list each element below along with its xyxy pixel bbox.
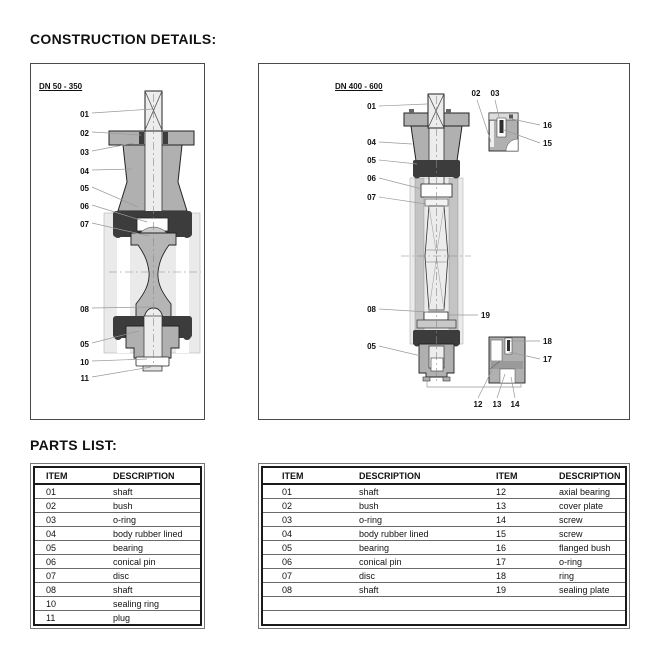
callout-08: 08 <box>367 305 376 314</box>
callout-01: 01 <box>80 110 89 119</box>
sealing-plate-part <box>424 312 448 320</box>
description-cell: body rubber lined <box>352 527 489 541</box>
callout-05b: 05 <box>367 342 376 351</box>
description-cell: plug <box>113 612 131 623</box>
description-cell: shaft <box>352 583 489 597</box>
item-cell: 05 <box>262 541 352 555</box>
sealing-ring-part <box>136 357 169 366</box>
description-cell: sealing ring <box>101 597 201 611</box>
table-row <box>34 484 201 499</box>
callout-13: 13 <box>492 400 502 409</box>
axial-bearing-pocket <box>431 358 443 371</box>
lower-shaft-visible <box>144 316 162 358</box>
item-cell: 01 <box>262 484 352 499</box>
callout-05: 05 <box>367 156 376 165</box>
description-cell: bearing <box>101 541 201 555</box>
header-row <box>34 467 201 484</box>
item-cell: 15 <box>489 527 558 541</box>
description-cell: axial bearing <box>558 484 626 499</box>
callout-14: 14 <box>510 400 520 409</box>
empty-cell <box>262 611 352 626</box>
callout-02: 02 <box>80 129 89 138</box>
callout-15: 15 <box>543 139 552 148</box>
item-cell: 16 <box>489 541 558 555</box>
description-cell: o-ring <box>352 513 489 527</box>
column-header-description: DESCRIPTION <box>352 467 489 484</box>
callout-03: 03 <box>490 89 500 98</box>
table-row <box>34 597 201 611</box>
valve-drawing-dn400-600 <box>259 64 629 419</box>
bush-part <box>139 132 144 144</box>
item-cell: 07 <box>262 569 352 583</box>
column-header-item: ITEM <box>34 467 101 484</box>
parts-table-left-wrapper <box>30 463 205 629</box>
table-row <box>262 569 626 583</box>
table-row <box>262 555 626 569</box>
parts-table-right-wrapper <box>258 463 630 629</box>
description-cell: bearing <box>352 541 489 555</box>
item-cell: 03 <box>262 513 352 527</box>
callout-18: 18 <box>543 337 552 346</box>
description-cell: bush <box>101 499 201 513</box>
item-cell: 13 <box>489 499 558 513</box>
column-header-item: ITEM <box>489 467 558 484</box>
parts-table-right <box>261 466 627 626</box>
table-row <box>34 555 201 569</box>
callout-01: 01 <box>367 102 376 111</box>
table-row <box>34 583 201 597</box>
column-header-item: ITEM <box>262 467 352 484</box>
callout-19: 19 <box>481 311 490 320</box>
valve-drawing-dn50-350 <box>31 64 204 419</box>
callout-07: 07 <box>80 220 89 229</box>
callout-07: 07 <box>367 193 376 202</box>
table-row-empty <box>262 597 626 611</box>
description-cell: disc <box>352 569 489 583</box>
empty-cell <box>262 597 352 611</box>
callout-labels <box>80 110 89 383</box>
callout-02: 02 <box>471 89 481 98</box>
diagram-box-dn400-600 <box>258 63 630 420</box>
callout-08: 08 <box>80 305 89 314</box>
table-row <box>262 541 626 555</box>
description-cell: screw <box>558 513 626 527</box>
table-row <box>262 499 626 513</box>
item-cell: 17 <box>489 555 558 569</box>
description-cell: flanged bush <box>558 541 626 555</box>
o-ring-part <box>163 132 168 144</box>
item-cell: 07 <box>34 569 101 583</box>
description-cell: o-ring <box>558 555 626 569</box>
description-cell: conical pin <box>101 555 201 569</box>
table-row <box>34 541 201 555</box>
callout-16: 16 <box>543 121 552 130</box>
header-row <box>262 467 626 484</box>
description-cell: ring <box>558 569 626 583</box>
callout-17: 17 <box>543 355 552 364</box>
item-cell: 19 <box>489 583 558 597</box>
table-row <box>34 569 201 583</box>
foot-right <box>443 377 450 381</box>
column-header-description: DESCRIPTION <box>558 467 626 484</box>
description-cell: shaft <box>101 484 201 499</box>
item-cell: 04 <box>262 527 352 541</box>
parts-list-title: PARTS LIST: <box>30 437 118 453</box>
callout-05: 05 <box>80 184 89 193</box>
page-title: CONSTRUCTION DETAILS: <box>30 31 217 47</box>
table-row <box>262 583 626 597</box>
description-cell: shaft <box>101 583 201 597</box>
column-header-description: DESCRIPTION <box>101 467 201 484</box>
table-row-empty <box>262 611 626 626</box>
callout-05b: 05 <box>80 340 89 349</box>
empty-cell <box>352 597 489 611</box>
item-cell: 05 <box>34 541 101 555</box>
dn-range-label: DN 50 - 350 <box>39 82 83 91</box>
plug-part <box>143 366 162 371</box>
parts-table-left <box>33 466 202 626</box>
description-cell: conical pin <box>352 555 489 569</box>
table-row <box>262 527 626 541</box>
callout-06: 06 <box>367 174 376 183</box>
table-row <box>34 527 201 541</box>
item-cell: 08 <box>262 583 352 597</box>
diagram-box-dn50-350 <box>30 63 205 420</box>
table-row <box>34 513 201 527</box>
item-cell: 03 <box>34 513 101 527</box>
empty-cell <box>558 611 626 626</box>
item-cell: 14 <box>489 513 558 527</box>
screw-part <box>500 120 504 133</box>
callout-12: 12 <box>473 400 483 409</box>
empty-cell <box>558 597 626 611</box>
callout-03: 03 <box>80 148 89 157</box>
description-cell: disc <box>101 569 201 583</box>
item-cell: 06 <box>262 555 352 569</box>
description-cell: shaft <box>352 484 489 499</box>
empty-cell <box>352 611 489 626</box>
callout-06: 06 <box>80 202 89 211</box>
foot-left <box>423 377 430 381</box>
item-cell: 02 <box>262 499 352 513</box>
callout-04: 04 <box>367 138 376 147</box>
table-row <box>262 513 626 527</box>
item-cell: 11 <box>46 612 56 623</box>
table-row <box>34 611 201 626</box>
item-cell: 02 <box>34 499 101 513</box>
callout-10: 10 <box>80 358 89 367</box>
dn-range-label: DN 400 - 600 <box>335 82 383 91</box>
item-cell: 08 <box>34 583 101 597</box>
callout-04: 04 <box>80 167 89 176</box>
cover-plate-pocket <box>500 369 515 383</box>
description-cell: o-ring <box>101 513 201 527</box>
item-cell: 10 <box>34 597 101 611</box>
table-row <box>34 499 201 513</box>
lower-detail-inset <box>489 337 525 383</box>
empty-cell <box>489 611 558 626</box>
description-cell: cover plate <box>558 499 626 513</box>
description-cell: screw <box>558 527 626 541</box>
item-cell: 04 <box>34 527 101 541</box>
item-cell: 01 <box>34 484 101 499</box>
description-cell: bush <box>352 499 489 513</box>
item-cell: 18 <box>489 569 558 583</box>
item-cell: 12 <box>489 484 558 499</box>
callout-11: 11 <box>80 374 89 383</box>
table-row <box>262 484 626 499</box>
empty-cell <box>489 597 558 611</box>
item-cell: 06 <box>34 555 101 569</box>
description-cell: body rubber lined <box>101 527 201 541</box>
description-cell: sealing plate <box>558 583 626 597</box>
upper-detail-inset <box>489 113 518 151</box>
